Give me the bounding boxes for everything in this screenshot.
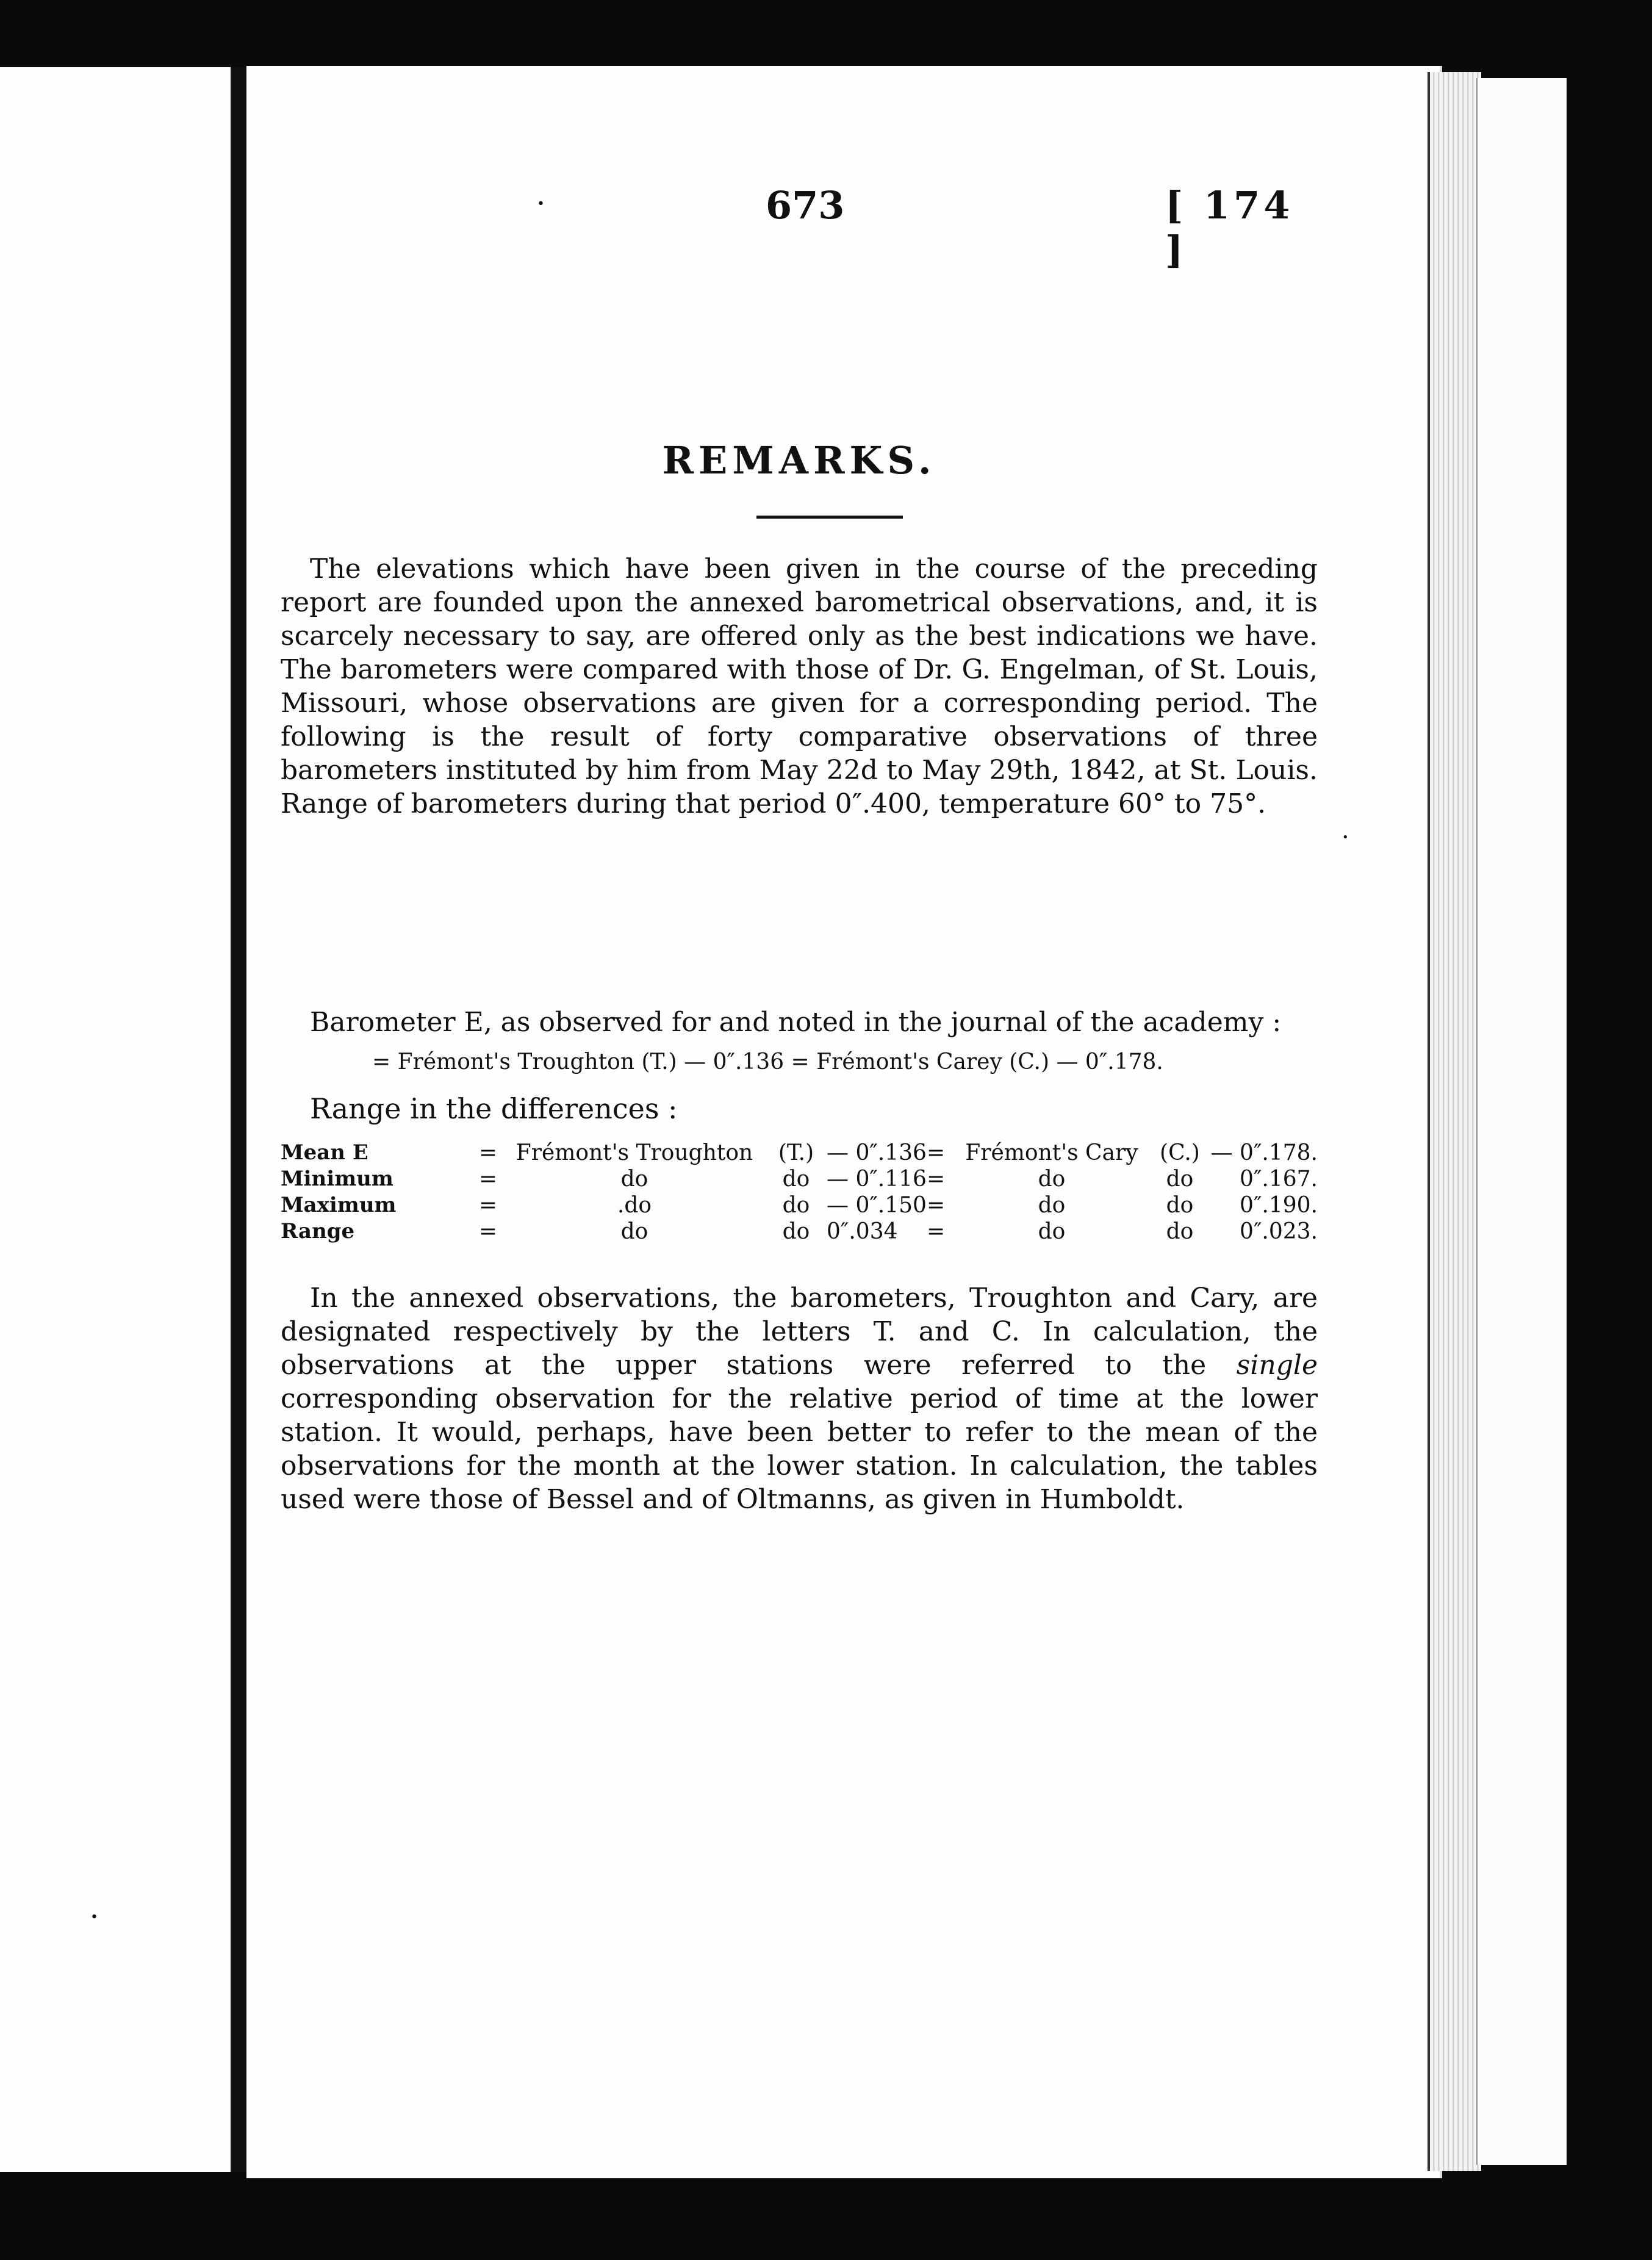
closing-paragraph	[281, 1281, 1318, 1516]
intro-paragraph: The elevations which have been given in the course of the preceding report are founded upon the annexed barometrical observations, and, it is scarcely necessary to say, are offered only as the best indications we have. The barometers were compared with those of Dr. G. Engelman, of St. Louis, Missouri, whose observations are given for a corresponding period. The following is the result of forty comparative observations of three barometers instituted by him from May 22d to May 29th, 1842, at St. Louis. Range of barometers during that period 0″.400, temperature 60° to 75°.	[281, 553, 1318, 819]
closing-text-end: corresponding observation for the relative period of time at the lower station. It would, perhaps, have been better to refer to the mean of the observations for the month at the lower station. In calculation, the tables used were those of Bessel and of Oltmanns, as given in Humboldt.	[281, 1383, 1318, 1515]
table-row	[281, 1166, 1318, 1192]
barometer-formula: = Frémont's Troughton (T.) — 0″.136 = Frémont's Carey (C.) — 0″.178.	[372, 1049, 1163, 1074]
table-cell-label: Mean E	[281, 1140, 368, 1165]
table-cell-eq2: =	[926, 1167, 946, 1192]
table-cell-name1: do	[620, 1219, 648, 1244]
page-number: 673	[766, 183, 845, 228]
table-cell-eq1: =	[479, 1140, 498, 1165]
differences-table	[281, 1140, 1318, 1245]
back-page-edge	[1476, 78, 1567, 2165]
table-cell-do2: do	[1166, 1219, 1194, 1244]
table-cell-val2: 0″.167.	[1240, 1167, 1318, 1192]
table-cell-val2: 0″.190.	[1240, 1193, 1318, 1218]
table-cell-name2: do	[1038, 1193, 1066, 1218]
ink-speck: •	[1342, 831, 1349, 844]
table-cell-name2: Frémont's Cary	[965, 1140, 1138, 1165]
table-cell-eq2: =	[926, 1193, 946, 1218]
table-cell-val1: — 0″.116	[827, 1167, 927, 1192]
table-cell-do2: do	[1166, 1193, 1194, 1218]
ink-speck: •	[90, 1910, 98, 1925]
table-cell-label: Maximum	[281, 1193, 397, 1217]
bracket-number: [ 174 ]	[1165, 183, 1294, 272]
table-cell-name1: .do	[617, 1193, 652, 1218]
table-cell-name1: Frémont's Troughton	[515, 1140, 753, 1165]
table-cell-val1: 0″.034	[827, 1219, 898, 1244]
table-cell-do1: (T.)	[778, 1140, 814, 1165]
table-row	[281, 1140, 1318, 1166]
table-row	[281, 1192, 1318, 1218]
range-heading: Range in the differences :	[310, 1092, 678, 1125]
table-cell-eq1: =	[479, 1167, 498, 1192]
table-cell-eq1: =	[479, 1193, 498, 1218]
table-cell-do1: do	[782, 1193, 810, 1218]
closing-text-start: In the annexed observations, the barometers, Troughton and Cary, are designated respectively by the letters T. and C. In calculation, the observations at the upper stations were referred to the	[281, 1283, 1318, 1381]
table-cell-eq2: =	[926, 1140, 946, 1165]
ink-speck: •	[537, 196, 545, 212]
table-row	[281, 1218, 1318, 1245]
table-cell-eq1: =	[479, 1219, 498, 1244]
table-cell-do2: (C.)	[1160, 1140, 1200, 1165]
table-cell-label: Range	[281, 1219, 355, 1243]
running-header	[281, 183, 1318, 272]
table-cell-do1: do	[782, 1219, 810, 1244]
page-block-edges	[1428, 72, 1481, 2171]
barometer-e-line: Barometer E, as observed for and noted in the journal of the academy :	[310, 1007, 1282, 1038]
table-cell-name2: do	[1038, 1219, 1066, 1244]
closing-text-italic: single	[1236, 1350, 1318, 1381]
left-facing-page	[0, 67, 232, 2172]
book-gutter	[231, 67, 246, 2172]
table-cell-val1: — 0″.136	[827, 1140, 927, 1165]
table-cell-label: Minimum	[281, 1167, 393, 1191]
table-cell-eq2: =	[926, 1219, 946, 1244]
table-cell-name2: do	[1038, 1167, 1066, 1192]
table-cell-val2: 0″.023.	[1240, 1219, 1318, 1244]
table-cell-val1: — 0″.150	[827, 1193, 927, 1218]
table-cell-val2: — 0″.178.	[1210, 1140, 1318, 1165]
table-cell-name1: do	[620, 1167, 648, 1192]
section-title: REMARKS.	[662, 438, 936, 483]
table-cell-do1: do	[782, 1167, 810, 1192]
title-rule	[756, 516, 903, 519]
table-cell-do2: do	[1166, 1167, 1194, 1192]
